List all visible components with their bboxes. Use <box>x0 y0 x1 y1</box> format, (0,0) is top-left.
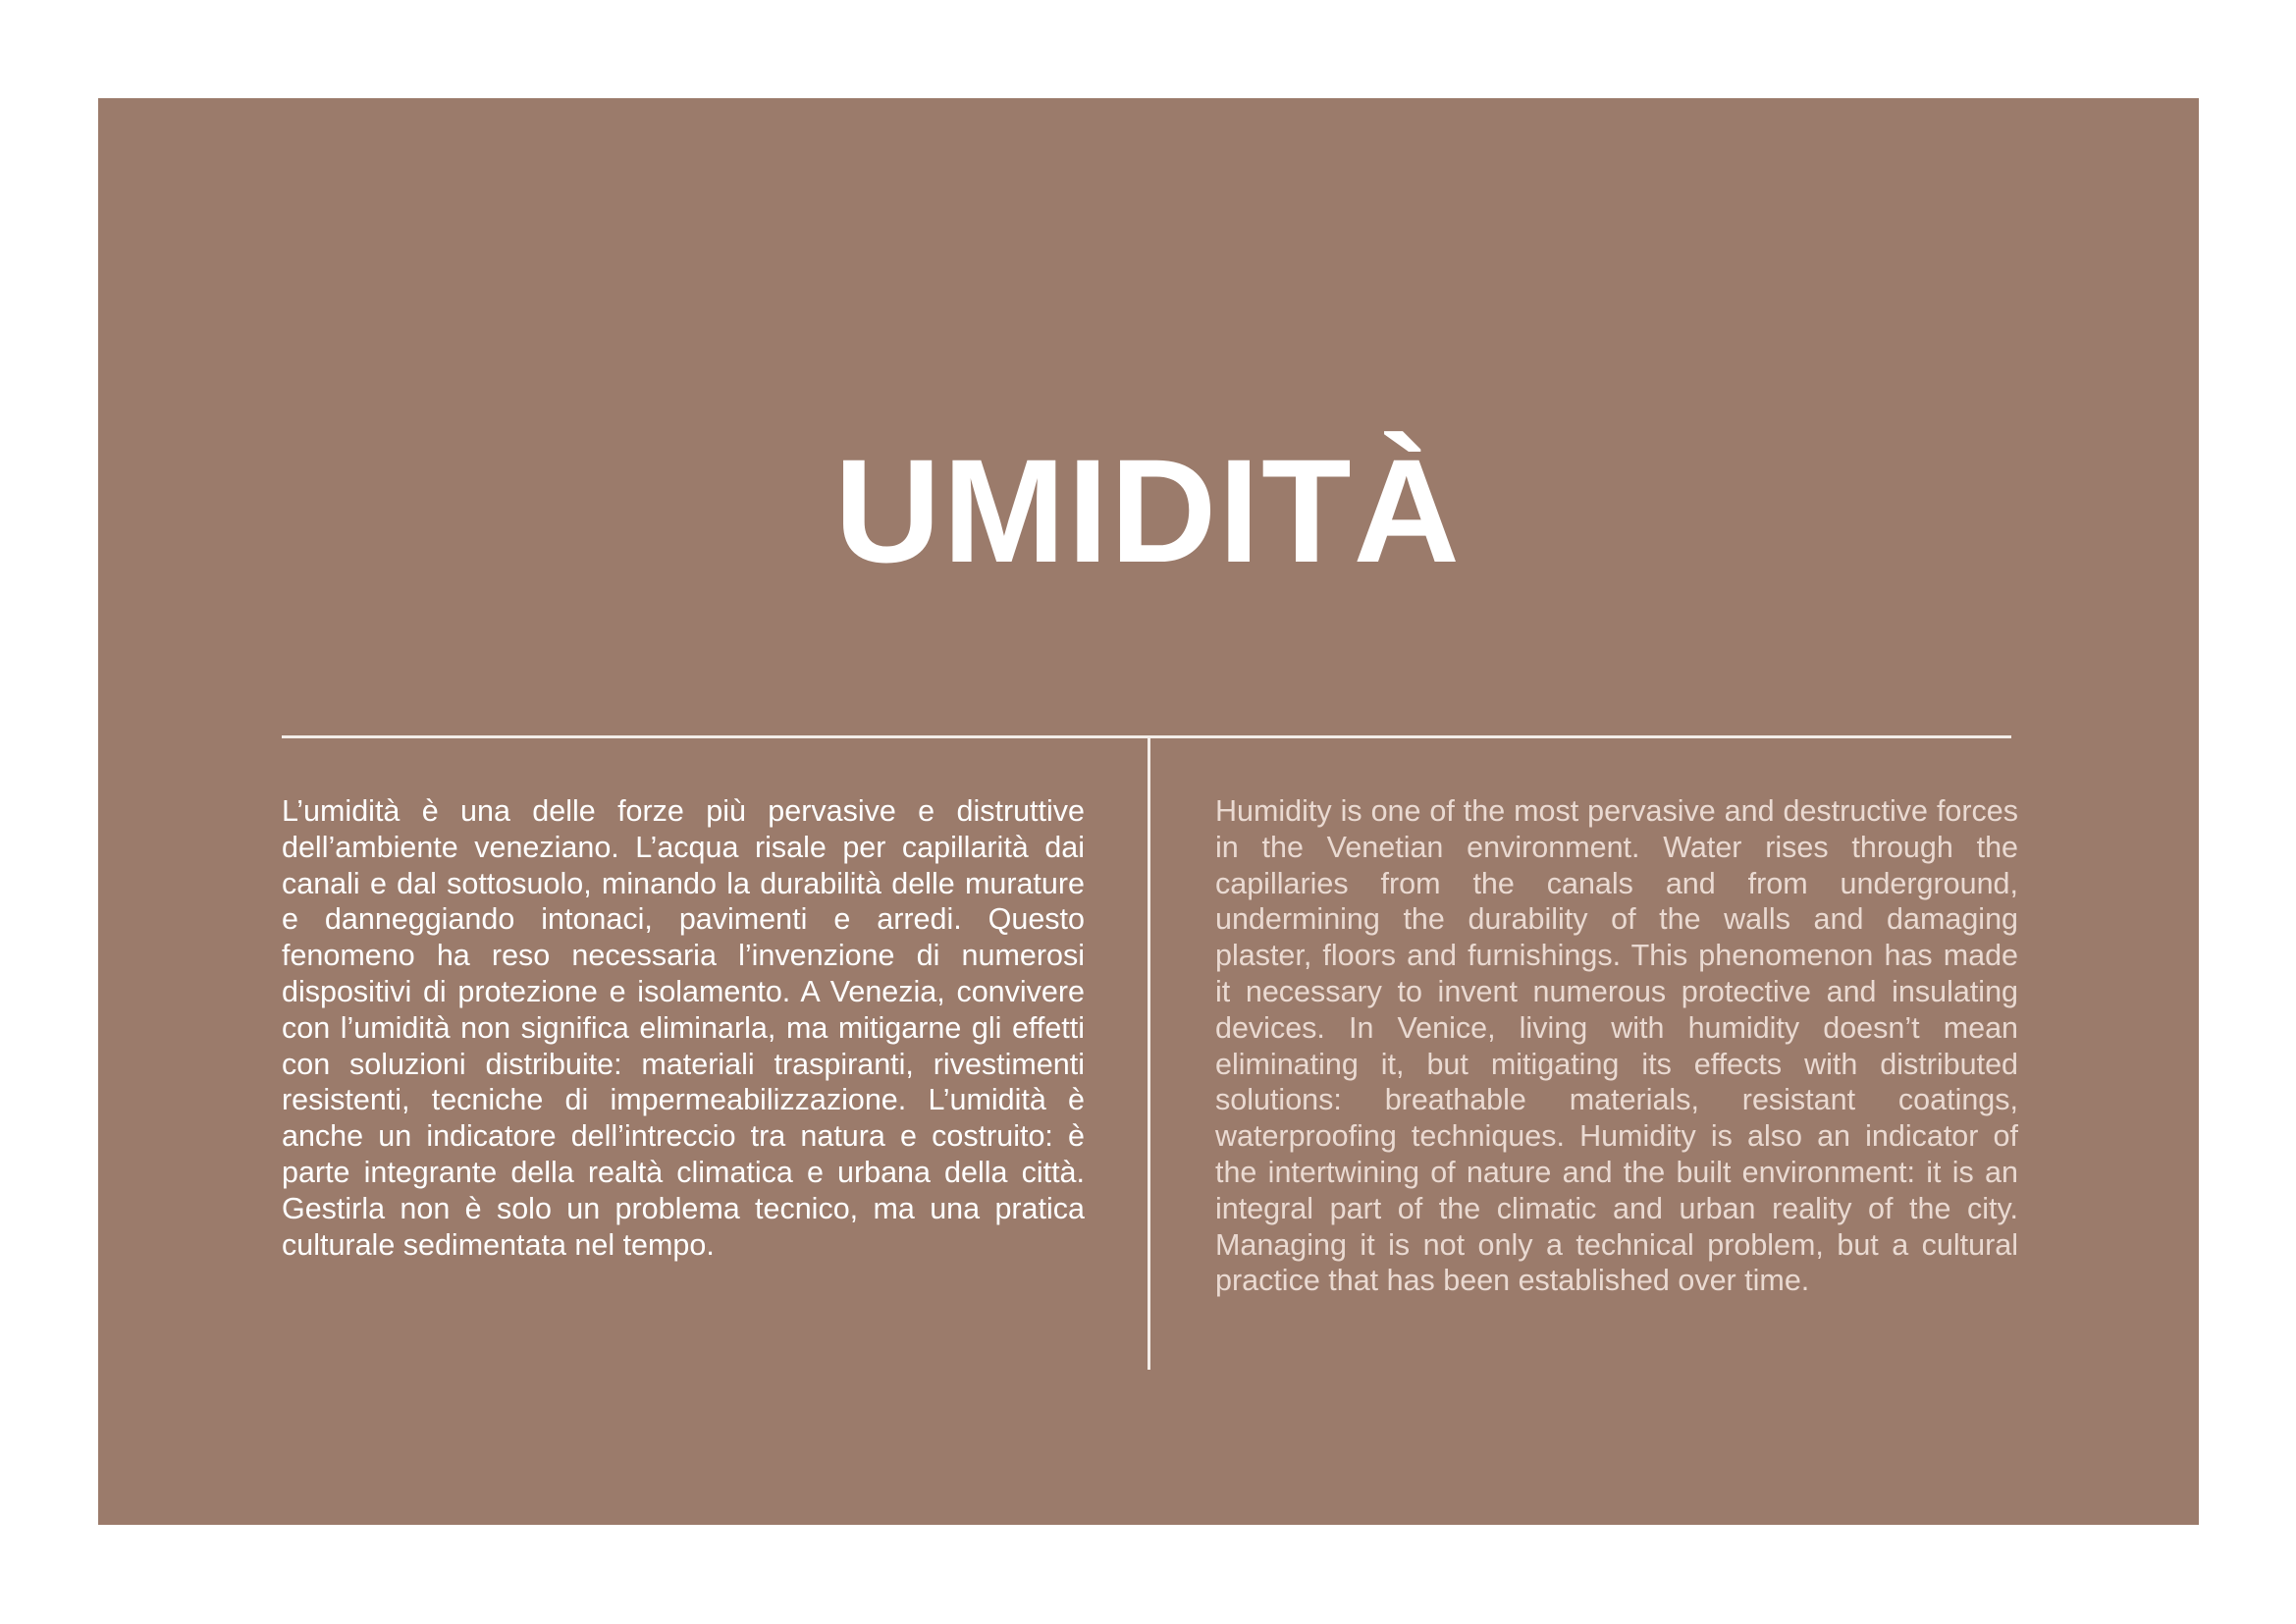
vertical-divider <box>1148 738 1150 1370</box>
english-paragraph: Humidity is one of the most pervasive and destructive forces in the Venetian environment. Water rises through the capillaries from the canals and from underground, undermining the durability of the walls and damaging plaster, floors and furnishings. This phenomenon has made it necessary to invent numerous protective and insulating devices. In Venice, living with humidity doesn’t mean eliminating it, but mitigating its effects with distributed solutions: breathable materials, resistant coatings, waterproofing techniques. Humidity is also an indicator of the intertwining of nature and the built environment: it is an integral part of the climatic and urban reality of the city. Managing it is not only a technical problem, but a cultural practice that has been established over time. <box>1215 794 2018 1298</box>
italian-paragraph: L’umidità è una delle forze più pervasive e distruttive dell’ambiente veneziano. L’acqua risale per capillarità dai canali e dal sottosuolo, minando la durabilità delle murature e danneggiando intonaci, pavimenti e arredi. Questo fenomeno ha reso necessaria l’invenzione di numerosi dispositivi di protezione e isolamento. A Venezia, convivere con l’umidità non significa eliminarla, ma mitigarne gli effetti con soluzioni distribuite: materiali traspiranti, rivestimenti resistenti, tecniche di impermeabilizzazione. L’umidità è anche un indicatore dell’intreccio tra natura e costruito: è parte integrante della realtà climatica e urbana della città. Gestirla non è solo un problema tecnico, ma una pratica culturale sedimentata nel tempo. <box>282 794 1085 1262</box>
page-title: UMIDITÀ <box>834 428 1462 593</box>
horizontal-divider <box>282 735 2011 738</box>
